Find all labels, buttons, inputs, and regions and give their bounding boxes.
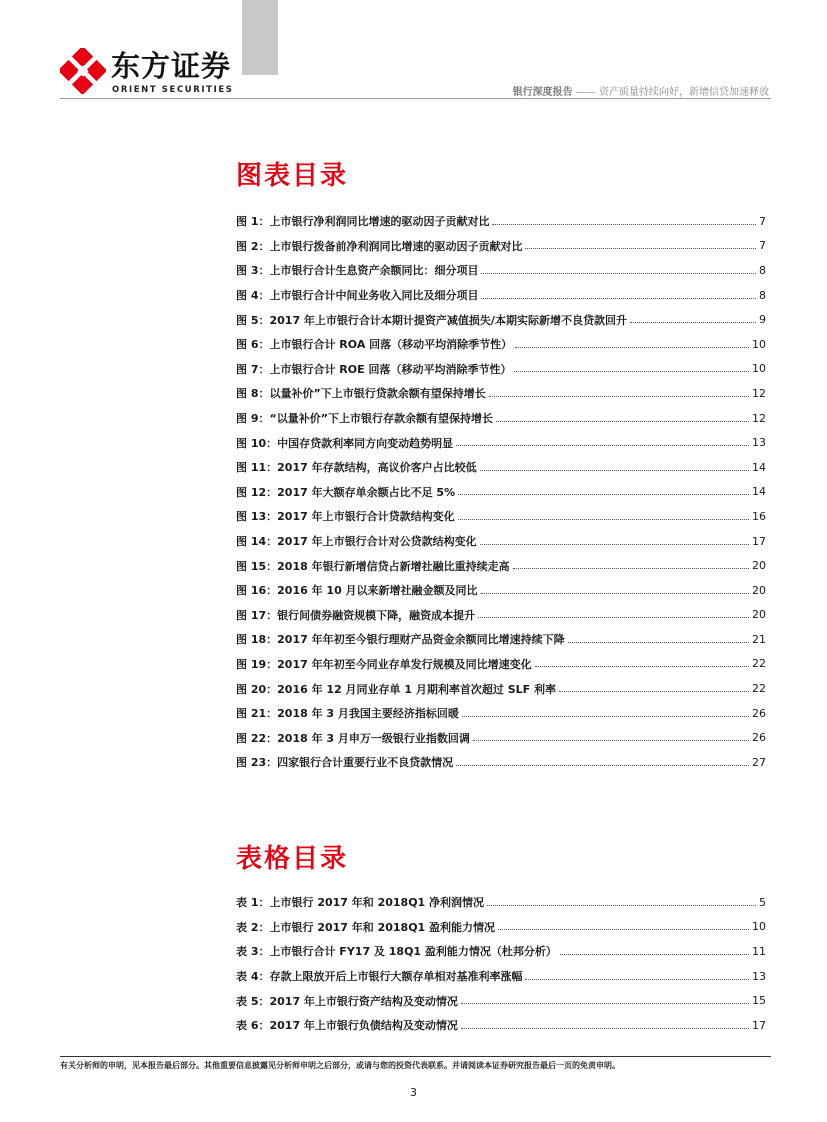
toc-entry-page[interactable]: 12 <box>752 411 766 425</box>
toc-leader-dots <box>456 765 749 766</box>
toc-leader-dots <box>489 396 749 397</box>
figure-toc-entry[interactable] <box>236 234 766 259</box>
figure-toc-entry[interactable] <box>236 701 766 726</box>
figure-toc-entry[interactable] <box>236 209 766 234</box>
toc-leader-dots <box>458 494 749 495</box>
toc-entry-page[interactable]: 10 <box>752 920 766 934</box>
toc-leader-dots <box>492 224 756 225</box>
toc-leader-dots <box>461 1003 749 1004</box>
toc-entry-label[interactable]: 图 1：上市银行净利润同比增速的驱动因子贡献对比 <box>236 215 490 229</box>
toc-leader-dots <box>496 421 749 422</box>
tables-toc-list <box>236 890 766 1038</box>
toc-entry-page[interactable]: 15 <box>752 994 766 1008</box>
toc-entry-page[interactable]: 20 <box>752 559 766 573</box>
toc-entry-page[interactable]: 27 <box>752 755 766 769</box>
figure-toc-entry[interactable] <box>236 406 766 431</box>
figure-toc-entry[interactable] <box>236 553 766 578</box>
toc-entry-page[interactable]: 20 <box>752 583 766 597</box>
toc-leader-dots <box>462 716 749 717</box>
toc-entry-label[interactable]: 图 7：上市银行合计 ROE 回落（移动平均消除季节性） <box>236 362 512 376</box>
toc-entry-label[interactable]: 图 19：2017 年年初至今同业存单发行规模及同比增速变化 <box>236 657 532 671</box>
report-title: 资产质量持续向好，新增信贷加速释放 <box>599 87 769 98</box>
toc-entry-label[interactable]: 图 2：上市银行拨备前净利润同比增速的驱动因子贡献对比 <box>236 239 523 253</box>
figure-toc-entry[interactable] <box>236 725 766 750</box>
figure-toc-entry[interactable] <box>236 750 766 775</box>
toc-leader-dots <box>473 740 749 741</box>
report-type: 银行深度报告 <box>512 87 573 98</box>
toc-leader-dots <box>487 905 756 906</box>
toc-entry-label[interactable]: 图 9：“以量补价”下上市银行存款余额有望保持增长 <box>236 412 493 426</box>
figure-toc-entry[interactable] <box>236 283 766 308</box>
toc-entry-page[interactable]: 17 <box>752 1018 766 1032</box>
figure-toc-entry[interactable] <box>236 381 766 406</box>
toc-leader-dots <box>481 298 756 299</box>
toc-entry-label[interactable]: 图 20：2016 年 12 月同业存单 1 月期利率首次超过 SLF 利率 <box>236 682 556 696</box>
figure-toc-entry[interactable] <box>236 258 766 283</box>
figure-toc-entry[interactable] <box>236 578 766 603</box>
toc-entry-page[interactable]: 16 <box>752 509 766 523</box>
toc-leader-dots <box>630 322 756 323</box>
toc-entry-label[interactable]: 图 5：2017 年上市银行合计本期计提资产减值损失/本期实际新增不良贷款回升 <box>236 313 627 327</box>
toc-leader-dots <box>559 691 749 692</box>
toc-entry-label[interactable]: 图 14：2017 年上市银行合计对公贷款结构变化 <box>236 535 477 549</box>
toc-entry-page[interactable]: 10 <box>752 362 766 376</box>
figures-toc-list <box>236 209 766 775</box>
toc-entry-label[interactable]: 表 5：2017 年上市银行资产结构及变动情况 <box>236 994 458 1008</box>
toc-leader-dots <box>535 666 749 667</box>
toc-entry-page[interactable]: 21 <box>752 632 766 646</box>
figure-toc-entry[interactable] <box>236 627 766 652</box>
toc-entry-page[interactable]: 5 <box>759 895 766 909</box>
toc-entry-label[interactable]: 图 23：四家银行合计重要行业不良贷款情况 <box>236 756 454 770</box>
figure-toc-entry[interactable] <box>236 529 766 554</box>
toc-entry-page[interactable]: 9 <box>759 313 766 327</box>
toc-entry-page[interactable]: 26 <box>752 731 766 745</box>
toc-entry-label[interactable]: 表 3：上市银行合计 FY17 及 18Q1 盈利能力情况（杜邦分析） <box>236 945 557 959</box>
toc-entry-label[interactable]: 图 22：2018 年 3 月申万一级银行业指数回调 <box>236 731 470 745</box>
toc-entry-page[interactable]: 26 <box>752 706 766 720</box>
toc-leader-dots <box>458 519 749 520</box>
toc-entry-page[interactable]: 17 <box>752 534 766 548</box>
toc-entry-page[interactable]: 11 <box>752 944 766 958</box>
toc-leader-dots <box>456 445 749 446</box>
toc-entry-label[interactable]: 图 10：中国存贷款利率同方向变动趋势明显 <box>236 436 454 450</box>
figure-toc-entry[interactable] <box>236 480 766 505</box>
toc-entry-page[interactable]: 12 <box>752 386 766 400</box>
figure-toc-entry[interactable] <box>236 603 766 628</box>
toc-leader-dots <box>481 593 749 594</box>
toc-entry-label[interactable]: 图 12：2017 年大额存单余额占比不足 5% <box>236 485 456 499</box>
figure-toc-entry[interactable] <box>236 455 766 480</box>
toc-leader-dots <box>478 617 749 618</box>
toc-leader-dots <box>461 1028 749 1029</box>
figure-toc-entry[interactable] <box>236 357 766 382</box>
tables-toc-title: 表格目录 <box>236 844 349 874</box>
toc-entry-label[interactable]: 表 4：存款上限放开后上市银行大额存单相对基准利率涨幅 <box>236 970 523 984</box>
logo-text-cn: 东方证券 <box>111 49 232 83</box>
toc-entry-label[interactable]: 图 15：2018 年银行新增信贷占新增社融比重持续走高 <box>236 559 510 573</box>
toc-entry-label[interactable]: 表 2：上市银行 2017 年和 2018Q1 盈利能力情况 <box>236 920 496 934</box>
figure-toc-entry[interactable] <box>236 676 766 701</box>
logo-text-en: ORIENT SECURITIES <box>112 85 234 95</box>
toc-entry-page[interactable]: 14 <box>752 460 766 474</box>
page-number: 3 <box>410 1086 417 1099</box>
toc-entry-label[interactable]: 表 1：上市银行 2017 年和 2018Q1 净利润情况 <box>236 896 485 910</box>
toc-entry-page[interactable]: 7 <box>759 214 766 228</box>
toc-entry-label[interactable]: 图 8：以量补价”下上市银行贷款余额有望保持增长 <box>236 387 486 401</box>
toc-leader-dots <box>498 929 749 930</box>
toc-leader-dots <box>568 642 749 643</box>
orient-logo-icon <box>60 48 106 94</box>
toc-entry-label[interactable]: 图 3：上市银行合计生息资产余额同比：细分项目 <box>236 264 479 278</box>
figures-toc-title: 图表目录 <box>236 161 349 191</box>
toc-entry-page[interactable]: 8 <box>759 263 766 277</box>
toc-entry-label[interactable]: 图 21：2018 年 3 月我国主要经济指标回暖 <box>236 707 459 721</box>
toc-entry-page[interactable]: 13 <box>752 969 766 983</box>
figure-toc-entry[interactable] <box>236 504 766 529</box>
toc-entry-page[interactable]: 8 <box>759 288 766 302</box>
toc-entry-page[interactable]: 13 <box>752 436 766 450</box>
toc-leader-dots <box>525 979 749 980</box>
toc-leader-dots <box>515 347 749 348</box>
toc-entry-label[interactable]: 图 16：2016 年 10 月以来新增社融金额及同比 <box>236 584 478 598</box>
footer-divider <box>60 1056 771 1057</box>
toc-entry-page[interactable]: 10 <box>752 337 766 351</box>
footer-disclaimer: 有关分析师的申明，见本报告最后部分。其他重要信息披露见分析师申明之后部分，或请与您的投资代表联系。并请阅读本证券研究报告最后一页的免责申明。 <box>60 1061 620 1070</box>
toc-entry-label[interactable]: 图 6：上市银行合计 ROA 回落（移动平均消除季节性） <box>236 338 513 352</box>
toc-entry-label[interactable]: 图 17：银行间债券融资规模下降，融资成本提升 <box>236 608 476 622</box>
toc-entry-label[interactable]: 图 18：2017 年年初至今银行理财产品资金余额同比增速持续下降 <box>236 633 565 647</box>
toc-entry-page[interactable]: 20 <box>752 608 766 622</box>
toc-leader-dots <box>513 568 749 569</box>
toc-entry-label[interactable]: 图 13：2017 年上市银行合计贷款结构变化 <box>236 510 455 524</box>
table-toc-entry[interactable] <box>236 964 766 989</box>
report-header <box>513 83 769 98</box>
toc-entry-label[interactable]: 表 6：2017 年上市银行负债结构及变动情况 <box>236 1019 458 1033</box>
table-toc-entry[interactable] <box>236 1013 766 1038</box>
figure-toc-entry[interactable] <box>236 652 766 677</box>
toc-entry-page[interactable]: 7 <box>759 239 766 253</box>
toc-leader-dots <box>481 273 756 274</box>
figure-toc-entry[interactable] <box>236 332 766 357</box>
toc-leader-dots <box>480 470 749 471</box>
toc-entry-page[interactable]: 22 <box>752 657 766 671</box>
toc-leader-dots <box>480 544 749 545</box>
toc-entry-label[interactable]: 图 11：2017 年存款结构，高议价客户占比较低 <box>236 461 477 475</box>
toc-leader-dots <box>560 954 749 955</box>
toc-entry-page[interactable]: 14 <box>752 485 766 499</box>
table-toc-entry[interactable] <box>236 890 766 915</box>
table-toc-entry[interactable] <box>236 915 766 940</box>
toc-entry-label[interactable]: 图 4：上市银行合计中间业务收入同比及细分项目 <box>236 289 479 303</box>
toc-leader-dots <box>525 248 756 249</box>
header-separator: —— <box>575 87 596 98</box>
header-divider <box>60 98 771 99</box>
toc-leader-dots <box>514 371 749 372</box>
table-toc-entry[interactable] <box>236 988 766 1013</box>
figure-toc-entry[interactable] <box>236 307 766 332</box>
figure-toc-entry[interactable] <box>236 430 766 455</box>
header-decor-bar <box>242 0 278 75</box>
table-toc-entry[interactable] <box>236 939 766 964</box>
toc-entry-page[interactable]: 22 <box>752 682 766 696</box>
